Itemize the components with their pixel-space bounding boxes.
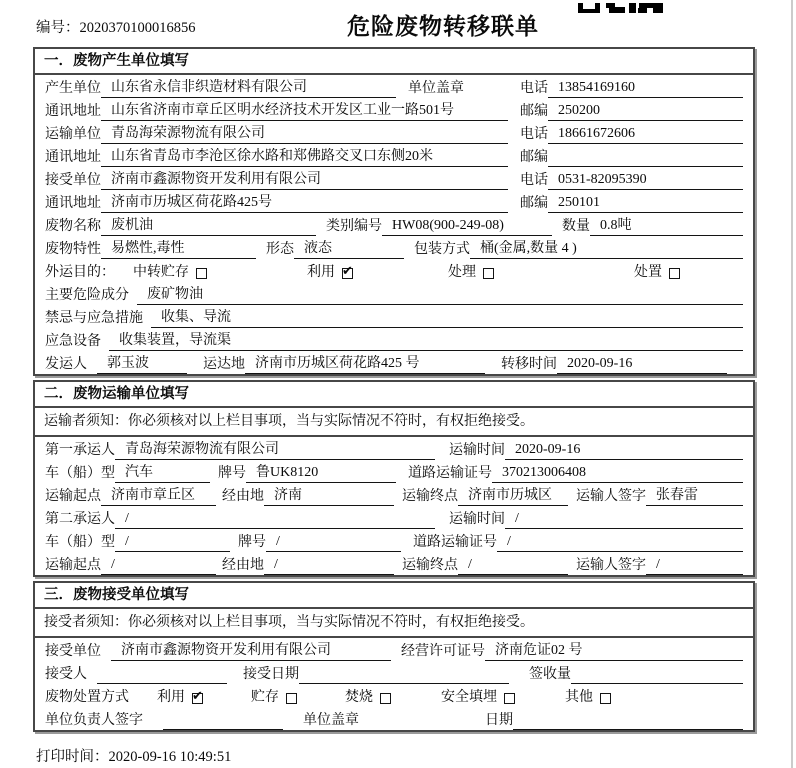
value-generator-address: 山东省济南市章丘区明水经济技术开发区工业一路501号 bbox=[101, 102, 508, 121]
receiver-notice: 接受者须知：你必须核对以上栏目事项，当与实际情况不符时，有权拒绝接受。 bbox=[35, 609, 753, 638]
section-transporter bbox=[33, 380, 755, 577]
manifest-form bbox=[33, 47, 755, 736]
row-shipper bbox=[35, 351, 753, 374]
option-disposal-storage-label: 贮存 bbox=[251, 690, 279, 705]
checkbox-disposal-utilize bbox=[192, 693, 203, 704]
value-responsible-signature bbox=[163, 712, 283, 730]
label-terminus-1: 运输终点 bbox=[402, 489, 458, 504]
row-generator-unit bbox=[35, 75, 753, 98]
row-receiver-unit bbox=[35, 167, 753, 190]
value-transport-address: 山东省青岛市李沧区徐水路和郑佛路交叉口东侧20米 bbox=[101, 148, 508, 167]
option-disposal-other-label: 其他 bbox=[565, 690, 593, 705]
value-emergency-measures: 收集、导流 bbox=[151, 309, 743, 328]
label-destination: 运达地 bbox=[203, 357, 245, 372]
row-receiver-address bbox=[35, 190, 753, 213]
label-vehicle-type-2: 车（船）型 bbox=[45, 535, 115, 550]
page-title: 危险废物转移联单 bbox=[347, 14, 539, 39]
label-receiver-unit: 接受单位 bbox=[45, 173, 101, 188]
checkbox-utilize bbox=[342, 268, 353, 279]
label-transfer-time: 转移时间 bbox=[501, 357, 557, 372]
transporter-notice: 运输者须知：你必须核对以上栏目事项，当与实际情况不符时，有权拒绝接受。 bbox=[35, 408, 753, 437]
value-generator-unit: 山东省永信非织造材料有限公司 bbox=[101, 79, 396, 98]
form-number-label: 编号： bbox=[36, 20, 80, 36]
label-hazard-component: 主要危险成分 bbox=[45, 288, 129, 303]
value-date bbox=[513, 712, 743, 730]
checkbox-disposal-landfill bbox=[504, 693, 515, 704]
row-responsible-signature bbox=[35, 707, 753, 730]
value-vehicle-type-1: 汽车 bbox=[115, 464, 210, 483]
option-disposal-landfill-label: 安全填埋 bbox=[441, 690, 497, 705]
label-emergency-measures: 禁忌与应急措施 bbox=[45, 311, 143, 326]
checkbox-disposal-other bbox=[600, 693, 611, 704]
value-receiver-address: 济南市历城区荷花路425号 bbox=[101, 194, 508, 213]
label-quantity: 数量 bbox=[562, 219, 590, 234]
label-received-quantity: 签收量 bbox=[529, 667, 571, 682]
label-disposal-method: 废物处置方式 bbox=[45, 690, 129, 705]
value-destination: 济南市历城区荷花路425 号 bbox=[245, 355, 485, 374]
label-generator-unit: 产生单位 bbox=[45, 81, 101, 96]
value-carrier-signature-1: 张春雷 bbox=[646, 487, 743, 506]
value-terminus-2: / bbox=[458, 556, 568, 575]
option-disposal-incinerate-label: 焚烧 bbox=[345, 690, 373, 705]
value-road-permit-2: / bbox=[497, 533, 743, 552]
row-transport-address bbox=[35, 144, 753, 167]
label-plate-number-1: 牌号 bbox=[218, 466, 246, 481]
value-form-state: 液态 bbox=[294, 240, 404, 259]
value-via-1: 济南 bbox=[264, 487, 394, 506]
section-producer-title: 一．废物产生单位填写 bbox=[35, 49, 753, 75]
checkbox-treat bbox=[483, 268, 494, 279]
label-phone-1: 电话 bbox=[520, 81, 548, 96]
value-transport-unit: 青岛海荣源物流有限公司 bbox=[101, 125, 508, 144]
value-zip-2 bbox=[548, 149, 743, 167]
label-waste-name: 废物名称 bbox=[45, 219, 101, 234]
label-via-1: 经由地 bbox=[222, 489, 264, 504]
value-hazard-component: 废矿物油 bbox=[137, 286, 743, 305]
label-carrier-signature-1: 运输人签字 bbox=[576, 489, 646, 504]
row-acceptor bbox=[35, 661, 753, 684]
value-quantity: 0.8吨 bbox=[590, 217, 743, 236]
checkbox-dispose bbox=[669, 268, 680, 279]
label-zip-1: 邮编 bbox=[520, 104, 548, 119]
row-hazard-component bbox=[35, 282, 753, 305]
value-transport-time-1: 2020-09-16 bbox=[505, 441, 743, 460]
value-receiver-unit: 济南市鑫源物资开发利用有限公司 bbox=[101, 171, 508, 190]
label-responsible-signature: 单位负责人签字 bbox=[45, 713, 143, 728]
label-transport-unit: 运输单位 bbox=[45, 127, 101, 142]
option-disposal-landfill bbox=[441, 689, 515, 707]
value-waste-name: 废机油 bbox=[101, 217, 316, 236]
value-received-quantity bbox=[571, 666, 743, 684]
checkbox-disposal-incinerate bbox=[380, 693, 391, 704]
label-zip-2: 邮编 bbox=[520, 150, 548, 165]
checkbox-transfer-storage bbox=[196, 268, 207, 279]
value-plate-number-1: 鲁UK8120 bbox=[246, 464, 396, 483]
option-disposal-other bbox=[565, 689, 611, 707]
section-receiver-title: 三．废物接受单位填写 bbox=[35, 583, 753, 609]
option-disposal-utilize bbox=[157, 689, 203, 707]
label-phone-2: 电话 bbox=[520, 127, 548, 142]
option-transfer-storage-label: 中转贮存 bbox=[133, 265, 189, 280]
label-date: 日期 bbox=[485, 713, 513, 728]
row-waste-property bbox=[35, 236, 753, 259]
label-form-state: 形态 bbox=[266, 242, 294, 257]
checkbox-disposal-storage bbox=[286, 693, 297, 704]
value-vehicle-type-2: / bbox=[115, 533, 230, 552]
label-plate-number-2: 牌号 bbox=[238, 535, 266, 550]
value-transfer-time: 2020-09-16 bbox=[557, 355, 727, 374]
row-waste-name bbox=[35, 213, 753, 236]
value-transport-time-2: / bbox=[505, 510, 743, 529]
value-origin-1: 济南市章丘区 bbox=[101, 487, 216, 506]
print-time-value: 2020-09-16 10:49:51 bbox=[108, 749, 232, 765]
value-emergency-equipment: 收集装置，导流渠 bbox=[109, 332, 743, 351]
label-accept-date: 接受日期 bbox=[243, 667, 299, 682]
row-emergency-measures bbox=[35, 305, 753, 328]
row-transport-unit bbox=[35, 121, 753, 144]
label-generator-address: 通讯地址 bbox=[45, 104, 101, 119]
option-dispose-label: 处置 bbox=[634, 265, 662, 280]
label-shipper: 发运人 bbox=[45, 357, 87, 372]
value-zip-3: 250101 bbox=[548, 194, 743, 213]
value-plate-number-2: / bbox=[266, 533, 401, 552]
row-transport-route-2 bbox=[35, 552, 753, 575]
label-terminus-2: 运输终点 bbox=[402, 558, 458, 573]
label-license-number: 经营许可证号 bbox=[401, 644, 485, 659]
option-dispose bbox=[634, 264, 680, 282]
label-transport-time-1: 运输时间 bbox=[449, 443, 505, 458]
label-transport-time-2: 运输时间 bbox=[449, 512, 505, 527]
row-second-carrier bbox=[35, 506, 753, 529]
label-unit-seal: 单位盖章 bbox=[408, 81, 464, 96]
value-origin-2: / bbox=[101, 556, 216, 575]
label-receiver-address: 通讯地址 bbox=[45, 196, 101, 211]
value-waste-property: 易燃性,毒性 bbox=[101, 240, 256, 259]
row-outbound-purpose bbox=[35, 259, 753, 282]
value-acceptor bbox=[97, 666, 227, 684]
label-zip-3: 邮编 bbox=[520, 196, 548, 211]
option-treat-label: 处理 bbox=[448, 265, 476, 280]
value-phone-2: 18661672606 bbox=[548, 125, 743, 144]
row-disposal-method bbox=[35, 684, 753, 707]
option-utilize bbox=[307, 264, 353, 282]
label-via-2: 经由地 bbox=[222, 558, 264, 573]
label-phone-3: 电话 bbox=[520, 173, 548, 188]
value-category-code: HW08(900-249-08) bbox=[382, 217, 552, 236]
label-accepting-unit: 接受单位 bbox=[45, 644, 101, 659]
row-emergency-equipment bbox=[35, 328, 753, 351]
value-accepting-unit: 济南市鑫源物资开发利用有限公司 bbox=[111, 642, 391, 661]
label-origin-2: 运输起点 bbox=[45, 558, 101, 573]
label-first-carrier: 第一承运人 bbox=[45, 443, 115, 458]
label-waste-property: 废物特性 bbox=[45, 242, 101, 257]
value-carrier-signature-2: / bbox=[646, 556, 743, 575]
row-first-carrier bbox=[35, 437, 753, 460]
value-zip-1: 250200 bbox=[548, 102, 743, 121]
label-second-carrier: 第二承运人 bbox=[45, 512, 115, 527]
value-license-number: 济南危证02 号 bbox=[485, 642, 743, 661]
value-via-2: / bbox=[264, 556, 394, 575]
section-transporter-title: 二．废物运输单位填写 bbox=[35, 382, 753, 408]
option-utilize-label: 利用 bbox=[307, 265, 335, 280]
option-transfer-storage bbox=[133, 264, 207, 282]
label-packaging: 包装方式 bbox=[414, 242, 470, 257]
value-second-carrier: / bbox=[115, 510, 435, 529]
option-disposal-utilize-label: 利用 bbox=[157, 690, 185, 705]
label-category-code: 类别编号 bbox=[326, 219, 382, 234]
row-vehicle-type-1 bbox=[35, 460, 753, 483]
label-acceptor: 接受人 bbox=[45, 667, 87, 682]
option-disposal-storage bbox=[251, 689, 297, 707]
row-generator-address bbox=[35, 98, 753, 121]
label-origin-1: 运输起点 bbox=[45, 489, 101, 504]
value-road-permit-1: 370213006408 bbox=[492, 464, 743, 483]
section-producer bbox=[33, 47, 755, 376]
value-terminus-1: 济南市历城区 bbox=[458, 487, 568, 506]
value-packaging: 桶(金属,数量 4 ) bbox=[470, 240, 743, 259]
section-receiver bbox=[33, 581, 755, 732]
value-phone-3: 0531-82095390 bbox=[548, 171, 743, 190]
label-carrier-signature-2: 运输人签字 bbox=[576, 558, 646, 573]
label-outbound-purpose: 外运目的： bbox=[45, 265, 115, 280]
label-emergency-equipment: 应急设备 bbox=[45, 334, 101, 349]
option-disposal-incinerate bbox=[345, 689, 391, 707]
label-transport-address: 通讯地址 bbox=[45, 150, 101, 165]
label-road-permit-1: 道路运输证号 bbox=[408, 466, 492, 481]
page-edge bbox=[791, 0, 793, 768]
form-number-value: 2020370100016856 bbox=[79, 20, 196, 36]
value-phone-1: 13854169160 bbox=[548, 79, 743, 98]
value-shipper: 郭玉波 bbox=[97, 355, 187, 374]
print-time bbox=[36, 745, 231, 766]
label-vehicle-type-1: 车（船）型 bbox=[45, 466, 115, 481]
option-treat bbox=[448, 264, 494, 282]
row-vehicle-type-2 bbox=[35, 529, 753, 552]
value-first-carrier: 青岛海荣源物流有限公司 bbox=[115, 441, 435, 460]
value-accept-date bbox=[299, 666, 509, 684]
print-time-label: 打印时间： bbox=[36, 749, 109, 765]
label-unit-seal-2: 单位盖章 bbox=[303, 713, 359, 728]
row-accepting-unit bbox=[35, 638, 753, 661]
row-transport-route-1 bbox=[35, 483, 753, 506]
label-road-permit-2: 道路运输证号 bbox=[413, 535, 497, 550]
qr-code-icon bbox=[578, 0, 663, 18]
